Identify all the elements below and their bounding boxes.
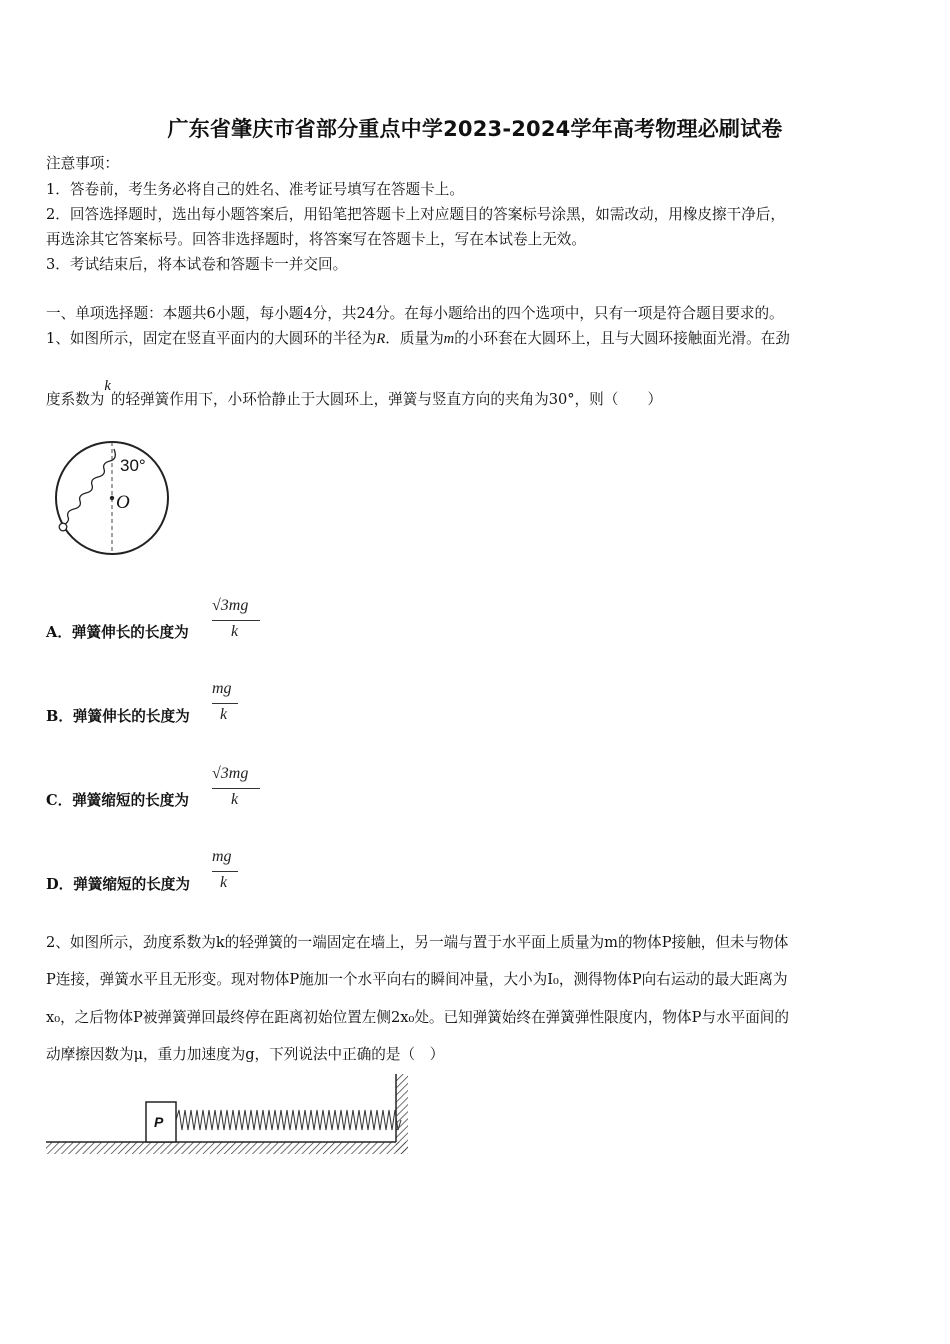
fraction-denominator: k	[231, 623, 239, 640]
option-c[interactable]: C．弹簧缩短的长度为	[46, 792, 189, 809]
horizontal-spring	[176, 1110, 401, 1130]
fraction-bar	[212, 703, 238, 704]
center-label: O	[116, 492, 130, 513]
center-dot	[110, 496, 114, 500]
symbol-R: R	[376, 331, 386, 347]
option-d[interactable]: D．弹簧缩短的长度为	[46, 876, 191, 893]
notice-item: 2．回答选择题时，选出每小题答案后，用铅笔把答题卡上对应题目的答案标号涂黑，如需改动，用橡皮擦干净后，	[46, 206, 785, 223]
notice-item: 3．考试结束后，将本试卷和答题卡一并交回。	[46, 256, 348, 273]
small-ring	[59, 523, 67, 531]
ground-hatching	[46, 1142, 408, 1154]
q1-text: ．质量为	[385, 330, 444, 347]
fraction-bar	[212, 620, 260, 621]
fraction-denominator: k	[220, 706, 228, 723]
page-title: 广东省肇庆市省部分重点中学2023-2024学年高考物理必刷试卷	[167, 117, 783, 141]
fraction-numerator: mg	[212, 680, 232, 697]
fraction-bar	[212, 788, 260, 789]
q1-text: 1、如图所示，固定在竖直平面内的大圆环的半径为	[46, 330, 377, 347]
q2-line: P连接，弹簧水平且无形变。现对物体P施加一个水平向右的瞬间冲量，大小为I₀，测得物体P向右运动的最大距离为	[46, 971, 788, 988]
ring-spring-figure	[40, 430, 190, 570]
q1-line-2	[46, 378, 663, 409]
q1-line-1	[46, 327, 790, 348]
q2-line: x₀，之后物体P被弹簧弹回最终停在距离初始位置左侧2x₀处。已知弹簧始终在弹簧弹性限度内，物体P与水平面间的	[46, 1009, 789, 1026]
fraction-denominator: k	[220, 874, 228, 891]
notice-heading: 注意事项：	[46, 155, 119, 172]
fraction-numerator: mg	[212, 848, 232, 865]
angle-label: 30°	[120, 456, 146, 475]
q1-text: 的小环套在大圆环上，且与大圆环接触面光滑。在劲	[454, 330, 790, 347]
fraction-bar	[212, 871, 238, 872]
q2-line: 动摩擦因数为μ，重力加速度为g，下列说法中正确的是（ ）	[46, 1046, 445, 1063]
symbol-m: m	[443, 331, 455, 347]
q1-text: 的轻弹簧作用下，小环恰静止于大圆环上，弹簧与竖直方向的夹角为30°，则（ ）	[110, 391, 663, 408]
q2-line: 2、如图所示，劲度系数为k的轻弹簧的一端固定在墙上，另一端与置于水平面上质量为m的物体P接触，但未与物体	[46, 934, 789, 951]
block-label: P	[154, 1114, 164, 1130]
notice-item: 再选涂其它答案标号。回答非选择题时，将答案写在答题卡上，写在本试卷上无效。	[46, 231, 586, 248]
wall-hatching	[396, 1074, 408, 1154]
notice-item: 1．答卷前，考生务必将自己的姓名、准考证号填写在答题卡上。	[46, 181, 464, 198]
fraction-numerator: √3mg	[212, 597, 249, 614]
fraction-denominator: k	[231, 791, 239, 808]
q1-text: 度系数为	[46, 391, 105, 408]
section-heading: 一、单项选择题：本题共6小题，每小题4分，共24分。在每小题给出的四个选项中，只有一项是符合题目要求的。	[46, 305, 784, 322]
fraction-numerator: √3mg	[212, 765, 249, 782]
symbol-k: k	[104, 378, 111, 394]
option-b[interactable]: B．弹簧伸长的长度为	[46, 708, 190, 725]
block-spring-figure	[44, 1072, 414, 1162]
option-a[interactable]: A．弹簧伸长的长度为	[46, 624, 189, 641]
